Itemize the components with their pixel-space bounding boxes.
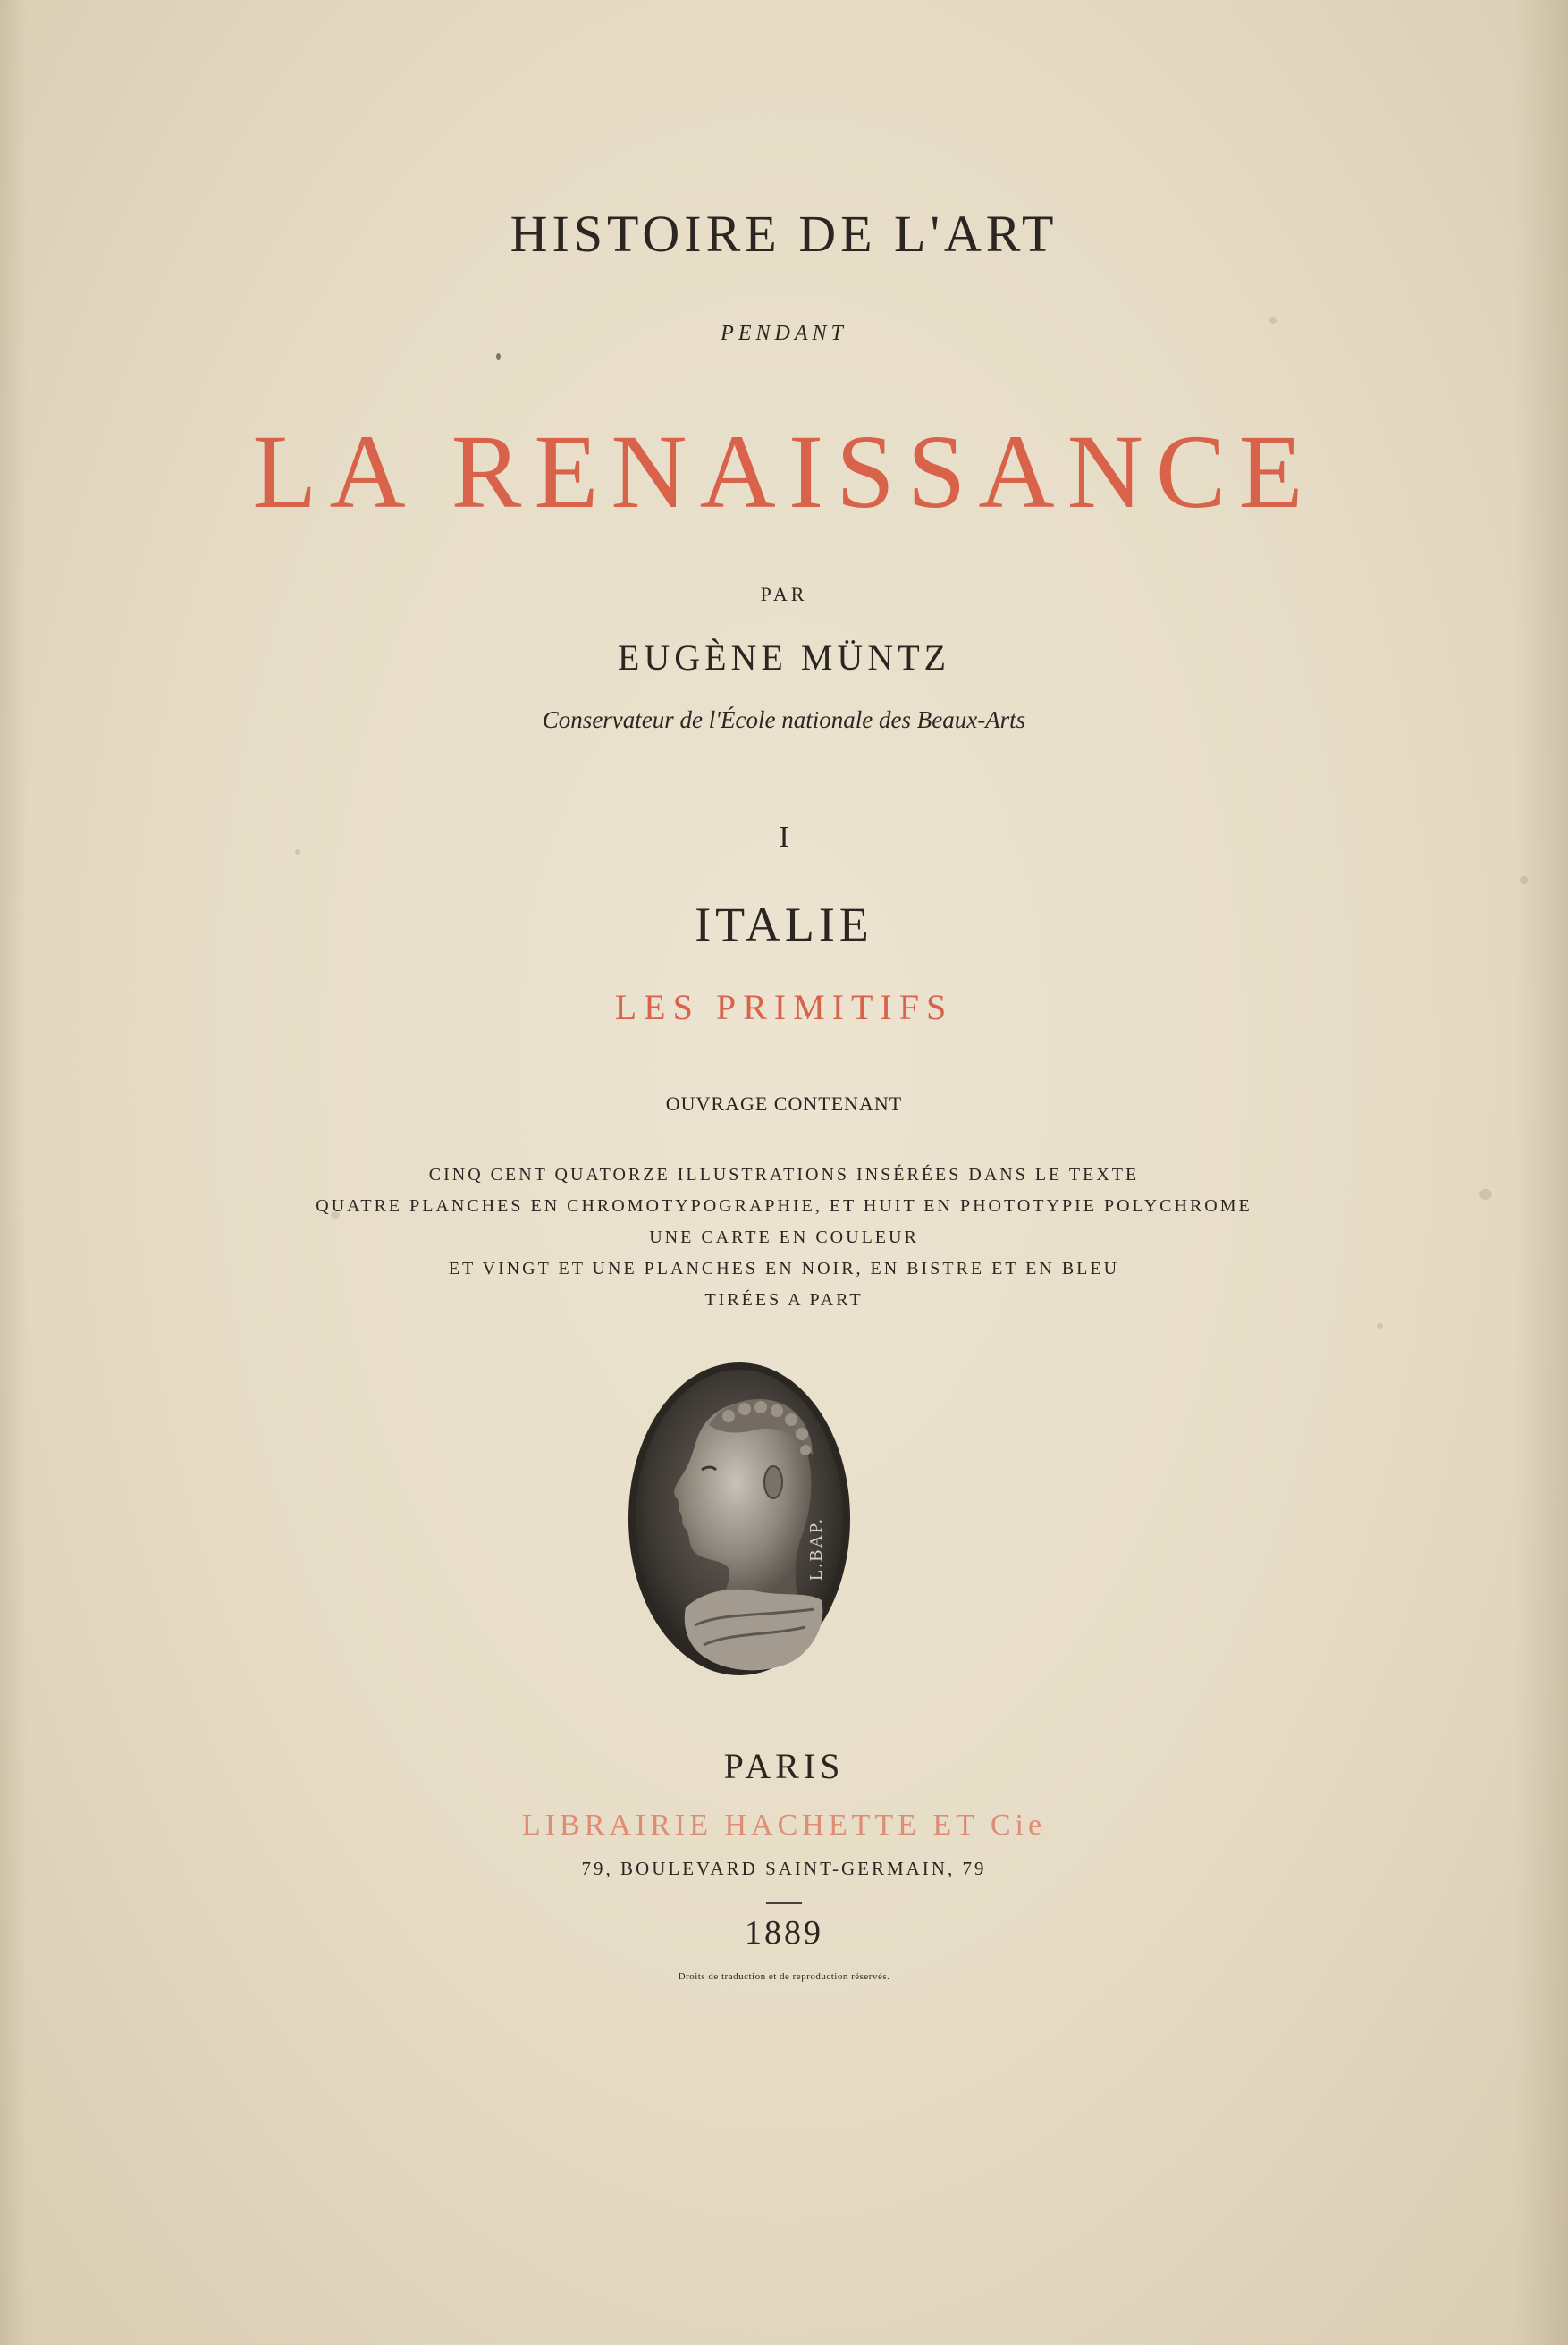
contents-line: UNE CARTE EN COULEUR	[649, 1227, 919, 1247]
foxing-spot	[1377, 1323, 1383, 1329]
publisher-name: LIBRAIRIE HACHETTE ET Cie	[521, 1809, 1047, 1842]
title-top: HISTOIRE DE L'ART	[510, 205, 1058, 263]
year-divider	[766, 1902, 802, 1904]
publication-year: 1889	[745, 1914, 823, 1952]
publication-city: PARIS	[723, 1746, 845, 1786]
title-pendant: PENDANT	[721, 322, 847, 345]
medallion-inscription: L.BAP.	[806, 1517, 826, 1581]
foxing-spot	[496, 353, 501, 360]
contents-heading: OUVRAGE CONTENANT	[665, 1092, 903, 1115]
portrait-medallion-image	[623, 1357, 856, 1681]
foxing-spot	[1520, 876, 1528, 884]
contents-line: QUATRE PLANCHES EN CHROMOTYPOGRAPHIE, ET HUIT EN PHOTOTYPIE POLYCHROME	[316, 1196, 1252, 1216]
rights-notice: Droits de traduction et de reproduction réservés.	[678, 1971, 890, 1982]
main-title: LA RENAISSANCE	[252, 413, 1316, 530]
author-name: EUGÈNE MÜNTZ	[617, 637, 951, 678]
volume-subtitle: LES PRIMITIFS	[614, 987, 954, 1027]
portrait-medallion	[623, 1357, 856, 1681]
author-role: Conservateur de l'École nationale des Beaux-Arts	[542, 706, 1026, 733]
publisher-address: 79, BOULEVARD SAINT-GERMAIN, 79	[581, 1858, 987, 1879]
by-line: PAR	[760, 583, 808, 605]
contents-line: TIRÉES A PART	[704, 1290, 864, 1310]
contents-line: ET VINGT ET UNE PLANCHES EN NOIR, EN BISTRE ET EN BLEU	[448, 1259, 1120, 1278]
volume-country: ITALIE	[695, 898, 873, 951]
contents-line: CINQ CENT QUATORZE ILLUSTRATIONS INSÉRÉES DANS LE TEXTE	[428, 1165, 1140, 1185]
volume-number: I	[779, 821, 789, 854]
